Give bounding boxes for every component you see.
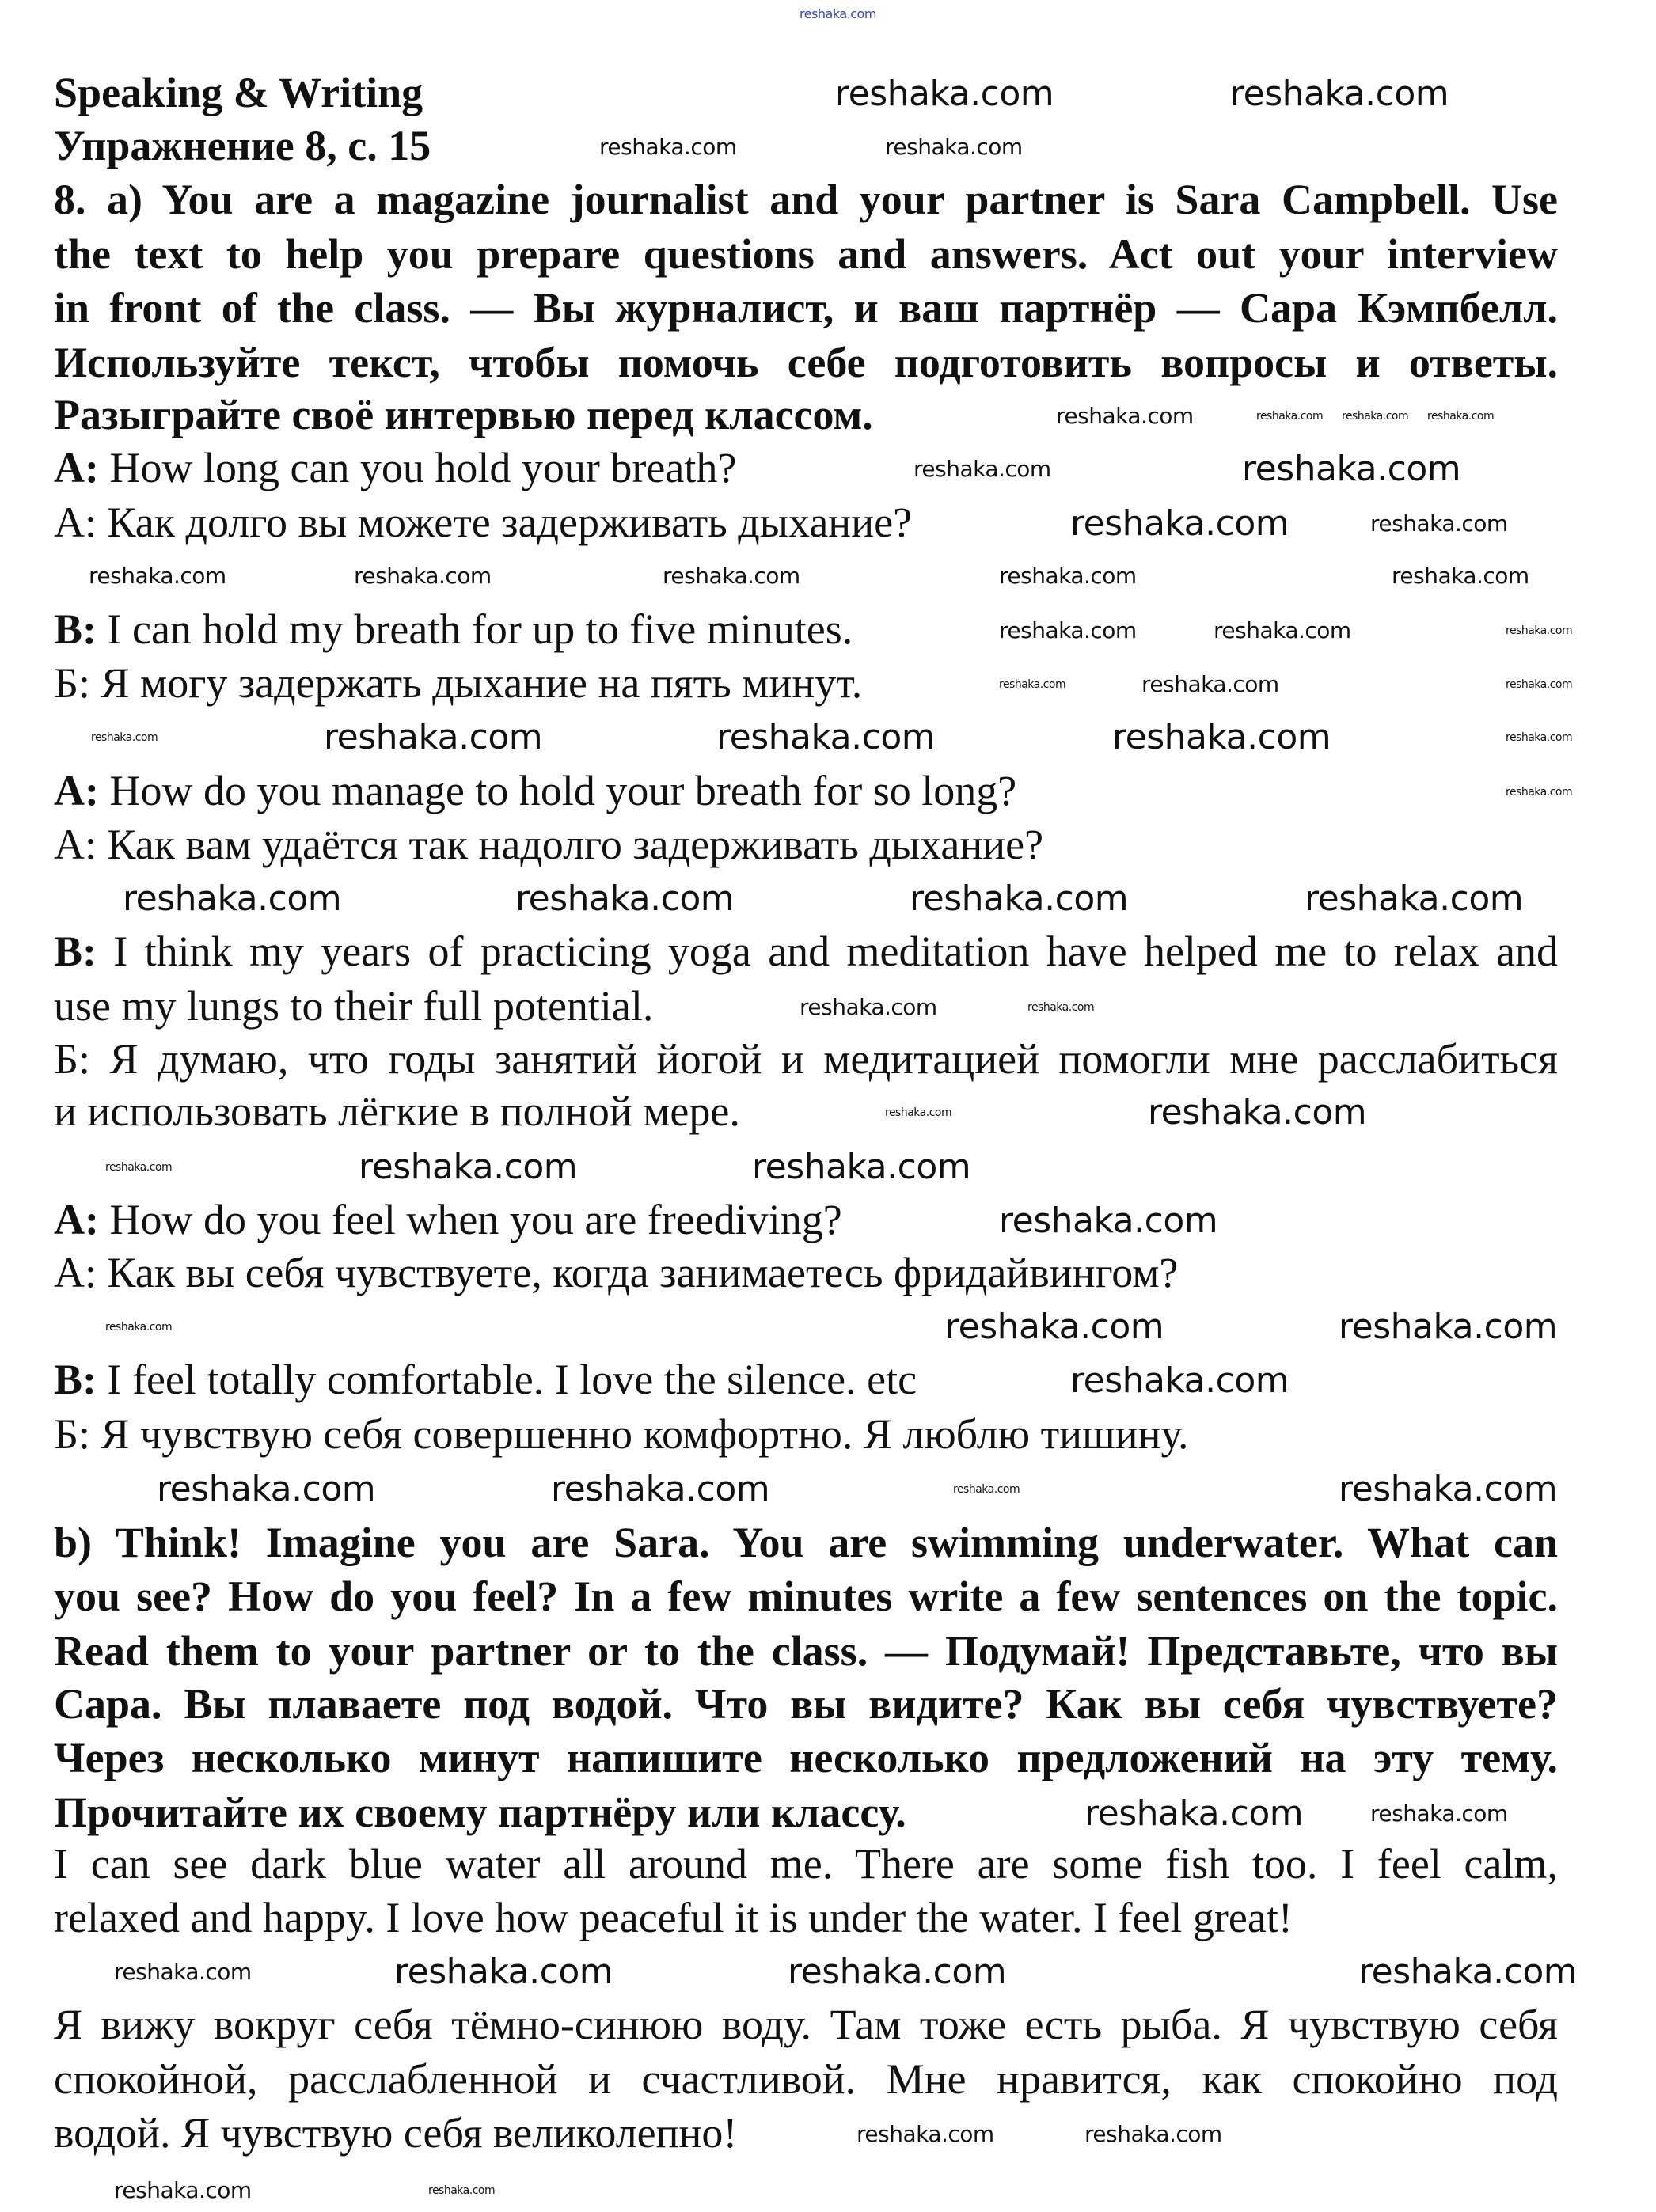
text-line	[54, 926, 1558, 977]
watermark: reshaka.com	[835, 74, 1054, 114]
watermark: reshaka.com	[1112, 717, 1331, 757]
watermark: reshaka.com	[515, 878, 735, 919]
watermark: reshaka.com	[1084, 1793, 1304, 1834]
line-text: Через несколько минут напишите несколько предложений на эту тему.	[54, 1734, 1558, 1781]
task-text-line	[54, 337, 1558, 388]
watermark: reshaka.com	[1370, 1800, 1508, 1827]
line-text: I feel totally comfortable. I love the silence. etc	[97, 1356, 917, 1403]
watermark: reshaka.com	[856, 2121, 994, 2147]
watermark: reshaka.com	[324, 717, 543, 757]
watermark: reshaka.com	[599, 134, 737, 160]
line-text: relaxed and happy. I love how peaceful it is under the water. I feel great!	[54, 1894, 1293, 1941]
watermark: reshaka.com	[752, 1147, 971, 1187]
line-text: спокойной, расслабленной и счастливой. Мне нравится, как спокойно под	[54, 2055, 1558, 2103]
watermark: reshaka.com	[1256, 410, 1324, 423]
watermark: reshaka.com	[800, 994, 937, 1020]
task-text-line	[54, 1517, 1558, 1568]
watermark: reshaka.com	[999, 1201, 1218, 1241]
line-text: Прочитайте их своему партнёру или классу.	[54, 1789, 906, 1836]
watermark: reshaka.com	[1230, 74, 1449, 114]
watermark: reshaka.com	[1342, 410, 1409, 423]
watermark: reshaka.com	[953, 1483, 1020, 1496]
watermark: reshaka.com	[1506, 678, 1573, 691]
watermark: reshaka.com	[114, 2177, 252, 2203]
line-text: b) Think! Imagine you are Sara. You are swimming underwater. What can	[54, 1519, 1558, 1566]
text-line	[54, 1247, 1178, 1298]
task-text-line	[54, 1571, 1558, 1622]
line-text: in front of the class. — Вы журналист, и ваш партнёр — Сара Кэмпбелл.	[54, 284, 1558, 332]
watermark: reshaka.com	[1506, 731, 1573, 744]
watermark: reshaka.com	[1339, 1307, 1558, 1347]
line-text: Б: Я могу задержать дыхание на пять минут.	[54, 659, 863, 707]
watermark: reshaka.com	[105, 1321, 173, 1334]
text-line	[54, 2054, 1558, 2104]
line-text: А: Как долго вы можете задерживать дыхание?	[54, 499, 913, 546]
watermark: reshaka.com	[157, 1469, 376, 1509]
text-line	[54, 1838, 1558, 1889]
watermark: reshaka.com	[89, 563, 226, 589]
line-text: Б: Я чувствую себя совершенно комфортно. Я люблю тишину.	[54, 1410, 1189, 1458]
line-text: водой. Я чувствую себя великолепно!	[54, 2109, 738, 2157]
line-text: the text to help you prepare questions and answers. Act out your interview	[54, 230, 1558, 278]
task-text-line	[54, 389, 873, 440]
text-line	[54, 497, 912, 548]
watermark: reshaka.com	[800, 6, 876, 21]
watermark: reshaka.com	[1070, 1360, 1289, 1401]
watermark: reshaka.com	[910, 878, 1129, 919]
watermark: reshaka.com	[1358, 1952, 1578, 1992]
speaker-label: B:	[54, 928, 97, 975]
text-line	[54, 1999, 1558, 2050]
speaker-label: A:	[54, 1196, 99, 1243]
watermark: reshaka.com	[885, 134, 1023, 160]
line-text: А: Как вы себя чувствуете, когда занимаетесь фридайвингом?	[54, 1249, 1179, 1296]
watermark: reshaka.com	[788, 1952, 1007, 1992]
line-text: А: Как вам удаётся так надолго задерживать дыхание?	[54, 821, 1044, 868]
watermark: reshaka.com	[394, 1952, 613, 1992]
watermark: reshaka.com	[945, 1307, 1164, 1347]
watermark: reshaka.com	[1141, 671, 1279, 697]
watermark: reshaka.com	[663, 563, 800, 589]
task-text-line	[54, 1626, 1558, 1676]
line-text: Сара. Вы плаваете под водой. Что вы видите? Как вы себя чувствуете?	[54, 1680, 1558, 1728]
line-text: и использовать лёгкие в полной мере.	[54, 1087, 740, 1135]
watermark: reshaka.com	[1305, 878, 1524, 919]
watermark: reshaka.com	[114, 1959, 252, 1985]
text-line	[54, 819, 1043, 870]
text-line	[54, 1409, 1189, 1459]
text-line	[54, 1892, 1293, 1943]
watermark: reshaka.com	[1506, 786, 1573, 799]
text-line	[54, 604, 853, 654]
speaker-label: B:	[54, 1356, 97, 1403]
line-text: 8. a) You are a magazine journalist and your partner is Sara Campbell. Use	[54, 176, 1558, 223]
watermark: reshaka.com	[123, 878, 342, 919]
speaker-label: A:	[54, 444, 99, 491]
watermark: reshaka.com	[999, 678, 1066, 691]
line-text: How do you manage to hold your breath for so long?	[98, 767, 1017, 814]
watermark: reshaka.com	[354, 563, 492, 589]
text-line	[54, 981, 653, 1031]
watermark: reshaka.com	[1242, 449, 1461, 489]
watermark: reshaka.com	[1056, 403, 1194, 429]
text-line	[54, 765, 1016, 816]
watermark: reshaka.com	[1506, 624, 1573, 637]
watermark: reshaka.com	[1427, 410, 1495, 423]
heading	[54, 120, 431, 171]
text-line	[54, 442, 736, 493]
line-text: Используйте текст, чтобы помочь себе подготовить вопросы и ответы.	[54, 339, 1558, 386]
line-text: How long can you hold your breath?	[98, 444, 737, 491]
watermark: reshaka.com	[1070, 503, 1289, 544]
task-text-line	[54, 283, 1558, 333]
watermark: reshaka.com	[1392, 563, 1529, 589]
speaker-label: B:	[54, 605, 97, 653]
task-text-line	[54, 229, 1558, 279]
watermark: reshaka.com	[1084, 2121, 1222, 2147]
line-text: Speaking & Writing	[54, 69, 423, 116]
text-line	[54, 658, 862, 708]
heading	[54, 67, 423, 118]
text-line	[54, 2108, 737, 2158]
task-text-line	[54, 1679, 1558, 1729]
watermark: reshaka.com	[1339, 1469, 1558, 1509]
line-text: I can hold my breath for up to five minutes.	[97, 605, 853, 653]
line-text: you see? How do you feel? In a few minutes write a few sentences on the topic.	[54, 1573, 1558, 1620]
speaker-label: A:	[54, 767, 99, 814]
watermark: reshaka.com	[428, 2184, 496, 2197]
watermark: reshaka.com	[1148, 1092, 1367, 1133]
watermark: reshaka.com	[1027, 1001, 1095, 1014]
watermark: reshaka.com	[1214, 617, 1351, 643]
task-text-line	[54, 174, 1558, 225]
line-text: I think my years of practicing yoga and meditation have helped me to relax and	[97, 928, 1558, 975]
task-text-line	[54, 1732, 1558, 1783]
line-text: use my lungs to their full potential.	[54, 982, 654, 1030]
watermark: reshaka.com	[1370, 510, 1508, 537]
watermark: reshaka.com	[551, 1469, 770, 1509]
line-text: Упражнение 8, с. 15	[54, 122, 431, 169]
watermark: reshaka.com	[91, 731, 158, 744]
watermark: reshaka.com	[105, 1161, 173, 1174]
line-text: I can see dark blue water all around me. There are some fish too. I feel calm,	[54, 1840, 1558, 1888]
watermark: reshaka.com	[913, 456, 1051, 482]
watermark: reshaka.com	[885, 1106, 952, 1119]
line-text: Read them to your partner or to the class. — Подумай! Представьте, что вы	[54, 1627, 1558, 1675]
text-line	[54, 1194, 842, 1245]
line-text: Я вижу вокруг себя тёмно-синюю воду. Там тоже есть рыба. Я чувствую себя	[54, 2001, 1558, 2048]
watermark: reshaka.com	[999, 617, 1137, 643]
text-line	[54, 1354, 917, 1405]
watermark: reshaka.com	[359, 1147, 578, 1187]
text-line	[54, 1034, 1558, 1084]
text-line	[54, 1086, 740, 1136]
watermark: reshaka.com	[999, 563, 1137, 589]
watermark: reshaka.com	[716, 717, 936, 757]
task-text-line	[54, 1787, 906, 1838]
line-text: How do you feel when you are freediving?	[98, 1196, 842, 1243]
line-text: Б: Я думаю, что годы занятий йогой и медитацией помогли мне расслабиться	[54, 1035, 1558, 1083]
line-text: Разыграйте своё интервью перед классом.	[54, 391, 873, 438]
